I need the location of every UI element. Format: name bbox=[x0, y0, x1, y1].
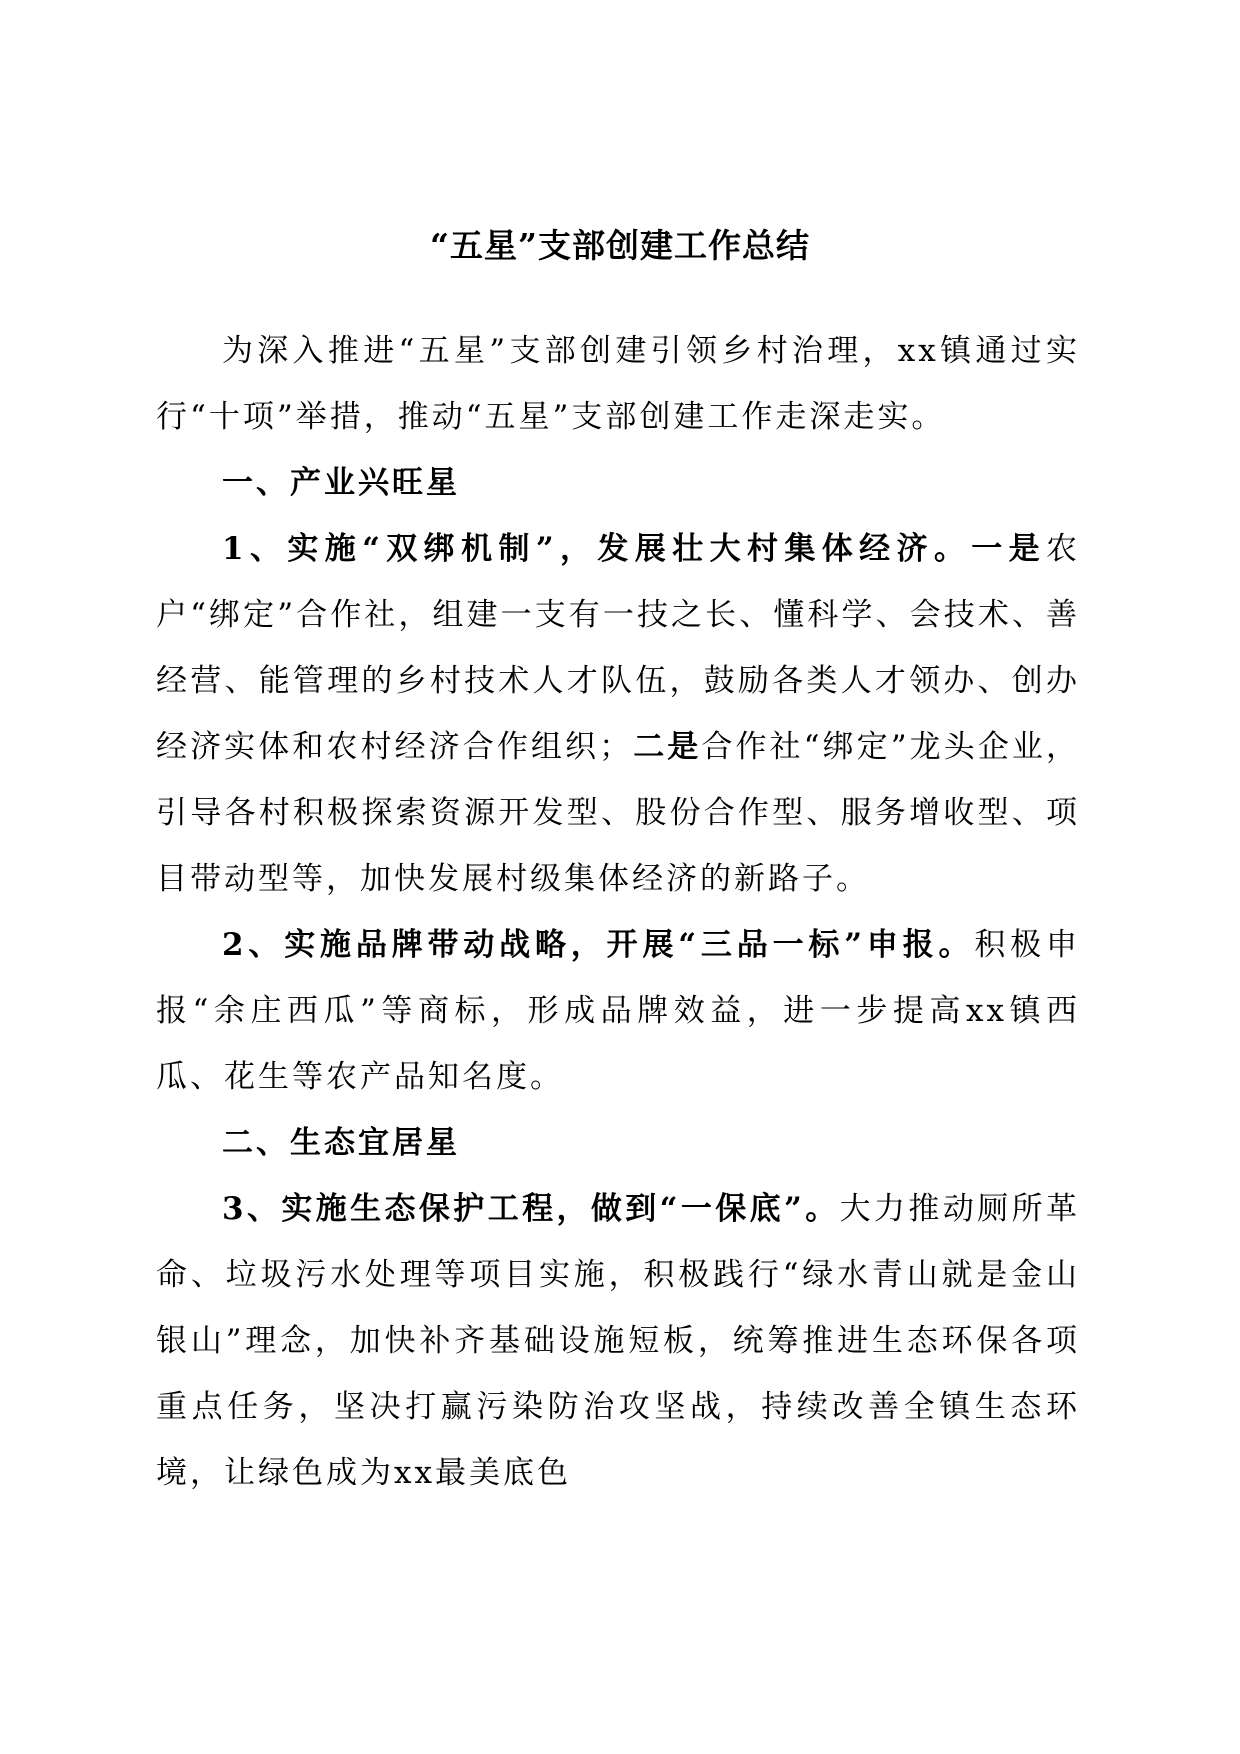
item-paragraph-2 bbox=[156, 912, 1080, 1110]
section-heading-ecology: 二、生态宜居星 bbox=[222, 1125, 460, 1161]
item-lead-1: 1、实施“双绑机制”，发展壮大村集体经济。 bbox=[222, 531, 972, 567]
item-lead-2: 2、实施品牌带动战略，开展“三品一标”申报。 bbox=[222, 927, 975, 963]
item-paragraph-3 bbox=[156, 1176, 1080, 1506]
intro-paragraph: 为深入推进“五星”支部创建引领乡村治理，xx镇通过实行“十项”举措，推动“五星”支部创建工作走深走实。 bbox=[156, 333, 1080, 435]
document-title: “五星”支部创建工作总结 bbox=[430, 226, 810, 265]
item-text-1a: 农户“绑定”合作社，组建一支有一技之长、懂科学、会技术、善经营、能管理的乡村技术人才队伍，鼓励各类人才领办、创办经济实体和农村经济合作组织； bbox=[156, 531, 1080, 765]
item-text-2: 积极申报“余庄西瓜”等商标，形成品牌效益，进一步提高xx镇西瓜、花生等农产品知名度。 bbox=[156, 927, 1081, 1095]
document-body bbox=[156, 318, 1080, 1506]
item-marker-second: 二是 bbox=[633, 729, 702, 765]
item-text-3: 大力推动厕所革命、垃圾污水处理等项目实施，积极践行“绿水青山就是金山银山”理念，加快补齐基础设施短板，统筹推进生态环保各项重点任务，坚决打赢污染防治攻坚战，持续改善全镇生态环境，让绿色成为xx最美底色 bbox=[156, 1191, 1080, 1491]
item-text-1b: 合作社“绑定”龙头企业，引导各村积极探索资源开发型、股份合作型、服务增收型、项目带动型等，加快发展村级集体经济的新路子。 bbox=[156, 729, 1081, 897]
section-heading-industry: 一、产业兴旺星 bbox=[222, 465, 460, 501]
item-lead-3: 3、实施生态保护工程，做到“一保底”。 bbox=[222, 1191, 840, 1227]
item-marker-first: 一是 bbox=[971, 531, 1046, 567]
item-paragraph-1 bbox=[156, 516, 1080, 912]
